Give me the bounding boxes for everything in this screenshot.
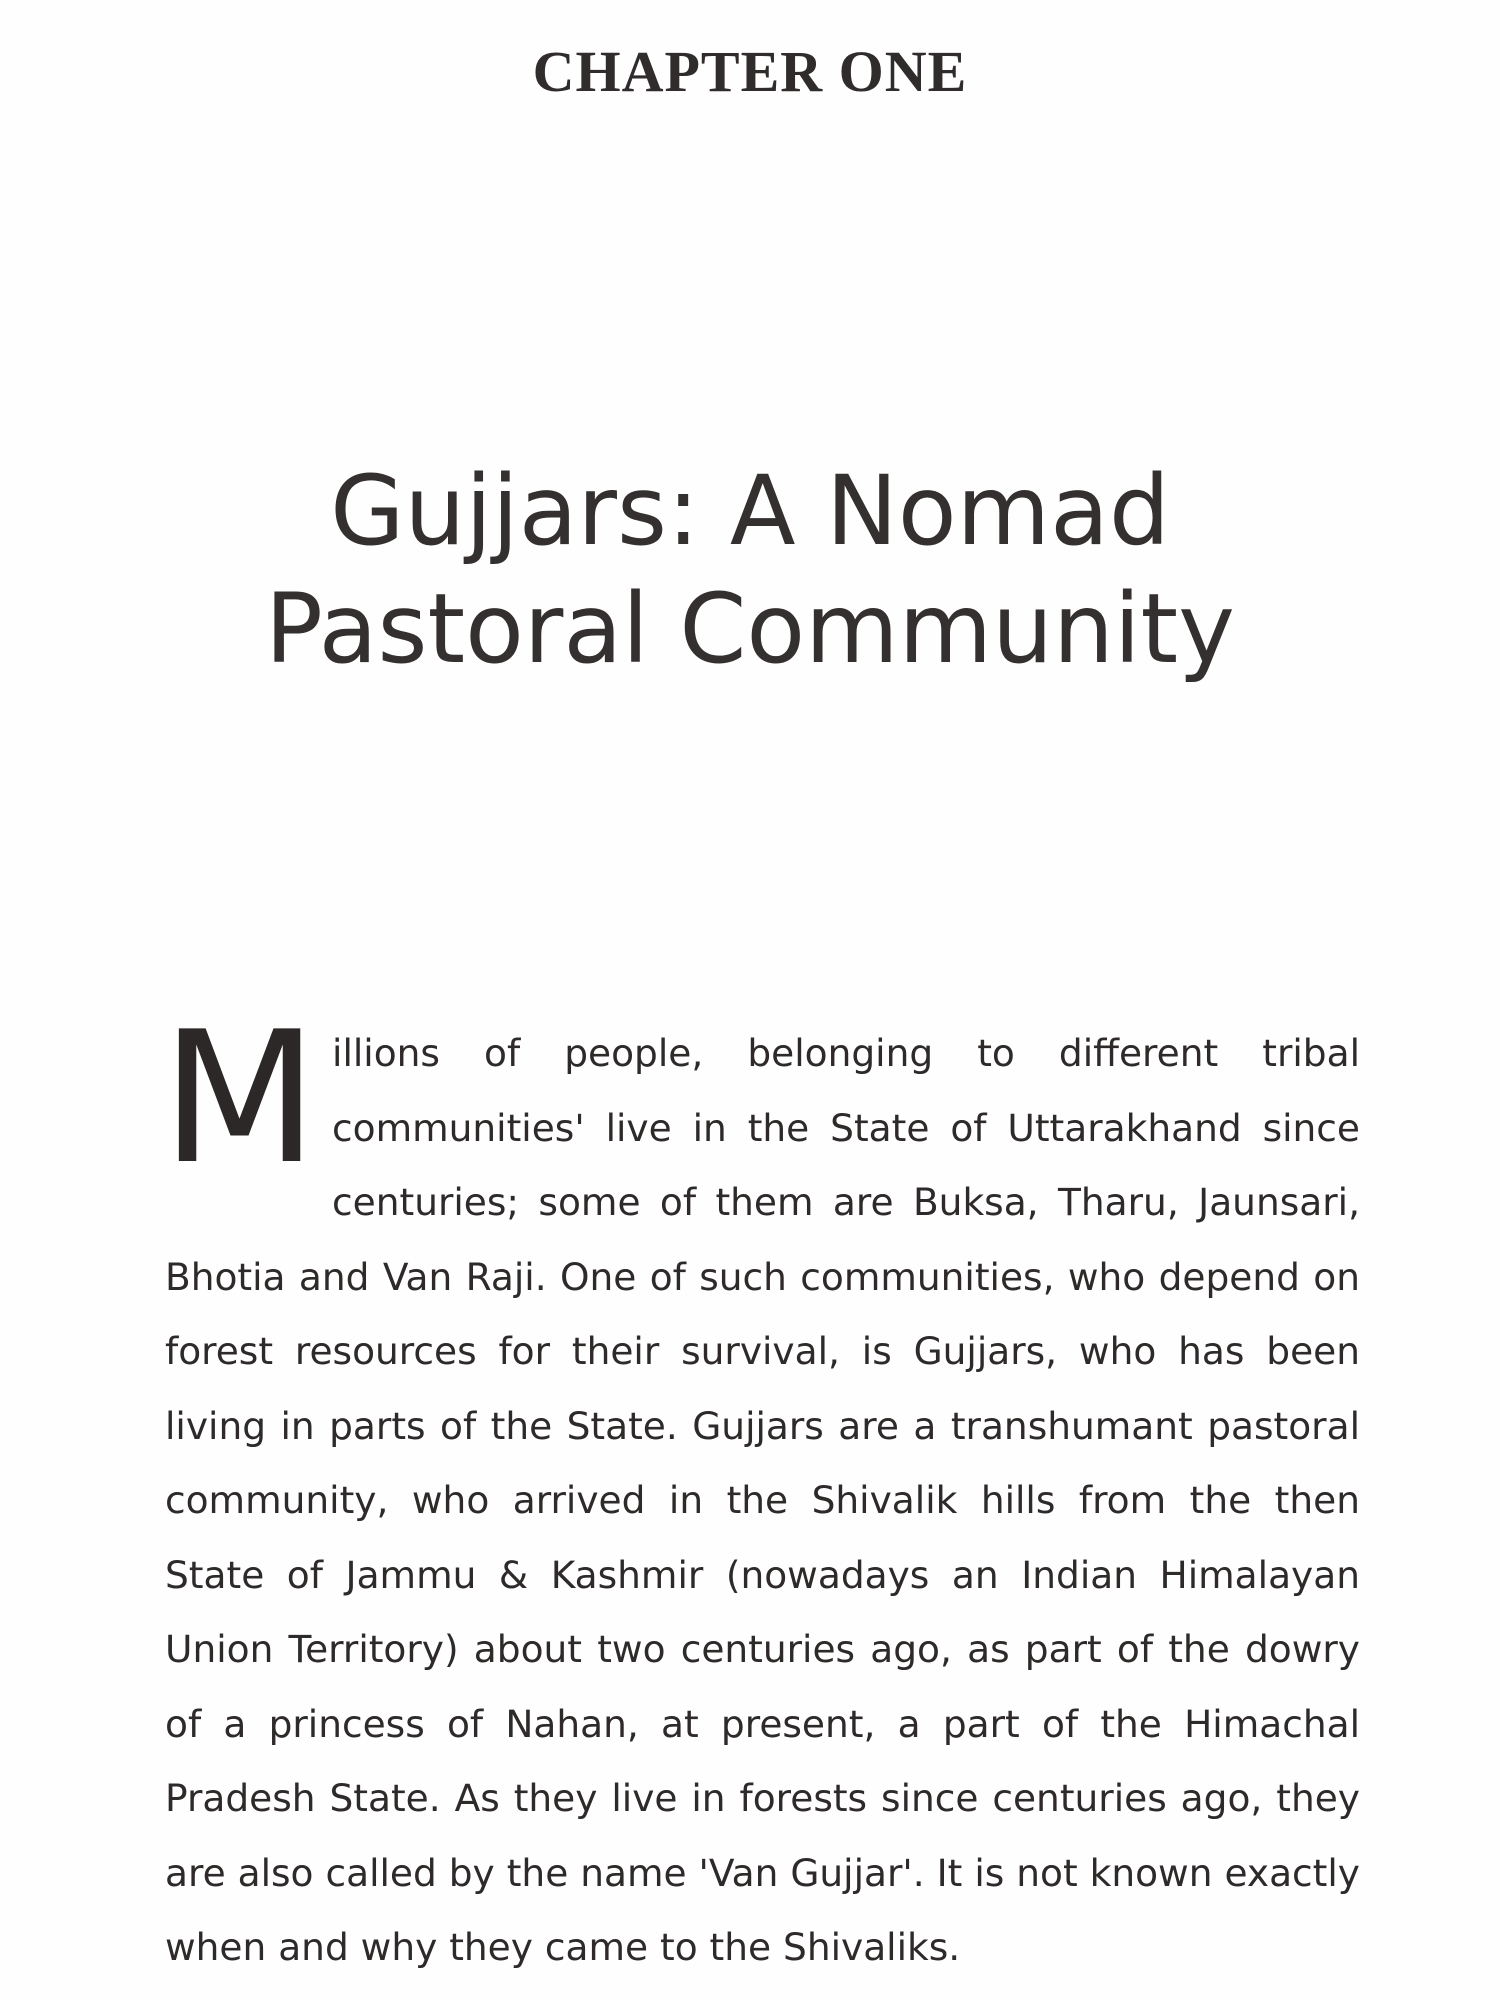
- chapter-title: [0, 452, 1500, 688]
- body-paragraph: [161, 992, 1360, 1985]
- chapter-label: CHAPTER ONE: [532, 39, 968, 104]
- chapter-title-line-1: Gujjars: A Nomad: [330, 455, 1170, 567]
- chapter-title-line-2: Pastoral Community: [265, 573, 1235, 685]
- body-paragraph-text: illions of people, belonging to different tribal communities' live in the State of Uttarakhand since centuries; some of them are Buksa, Tharu, Jaunsari, Bhotia and Van Raji. One of such communities, who depend on forest resources for their survival, is Gujjars, who has been living in parts of the State. Gujjars are a transhumant pastoral community, who arrived in the Shivalik hills from the then State of Jammu & Kashmir (nowadays an Indian Himalayan Union Territory) about two centuries ago, as part of the dowry of a princess of Nahan, at present, a part of the Himachal Pradesh State. As they live in forests since centuries ago, they are also called by the name 'Van Gujjar'. It is not known exactly when and why they came to the Shivaliks.: [165, 1031, 1360, 1969]
- drop-cap: M: [161, 992, 319, 1204]
